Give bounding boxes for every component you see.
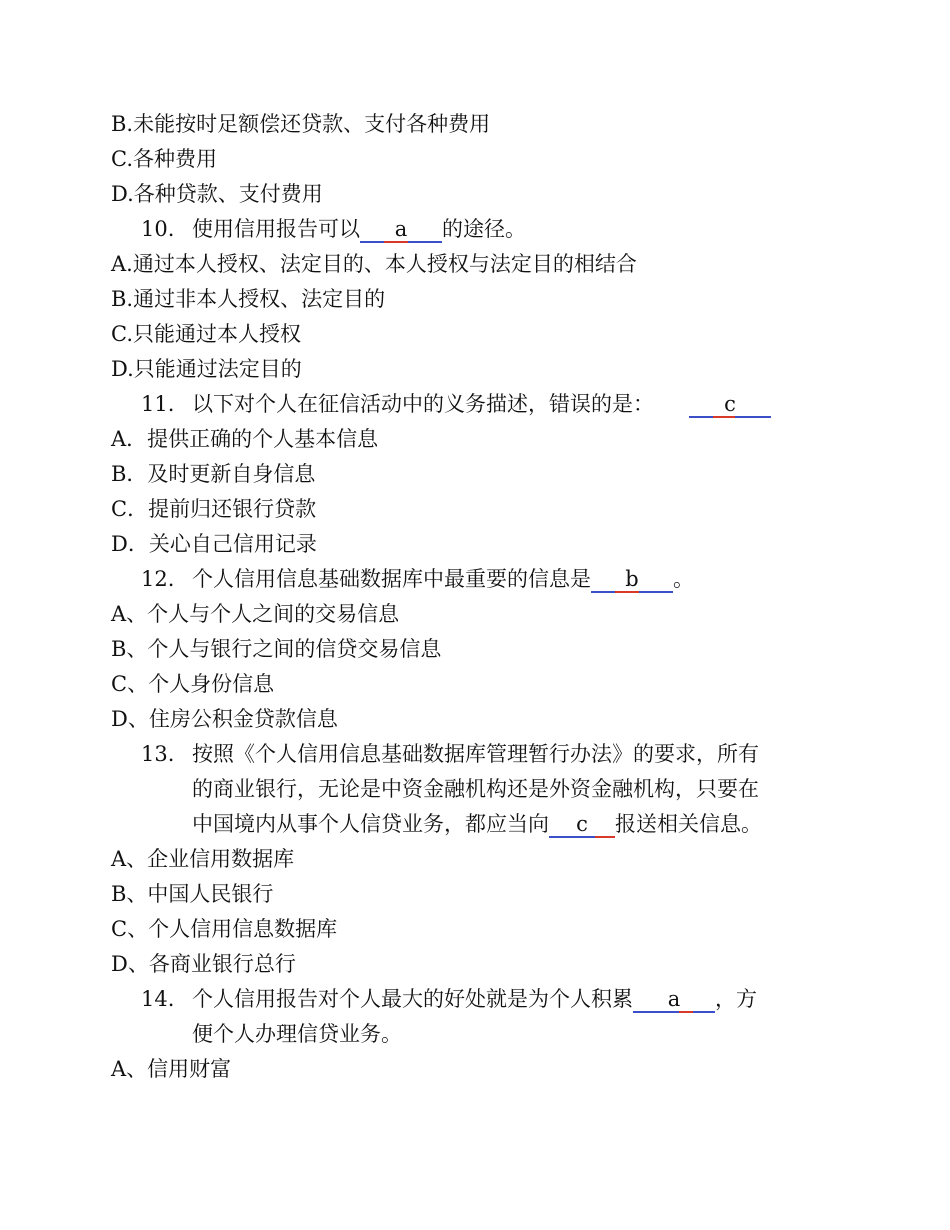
question-stem: 个人信用信息基础数据库中最重要的信息是 xyxy=(192,567,591,591)
question-number-14: 14. xyxy=(141,987,175,1011)
option-c-q11: C．提前归还银行贷款 xyxy=(111,497,317,521)
answer-blank xyxy=(549,809,615,839)
option-b-q9: B.未能按时足额偿还贷款、支付各种费用 xyxy=(111,112,491,136)
question-stem-tail: 。 xyxy=(673,567,694,591)
answer-letter: c xyxy=(576,812,588,836)
answer-blank xyxy=(633,984,715,1014)
question-number-11: 11. xyxy=(141,392,175,416)
answer-blank xyxy=(360,214,442,244)
question-text-13-line-2: 的商业银行，无论是中资金融机构还是外资金融机构，只要在 xyxy=(192,777,759,801)
option-d-q13: D、各商业银行总行 xyxy=(111,952,296,976)
question-text-14-line-1 xyxy=(192,984,757,1014)
answer-letter: a xyxy=(667,987,681,1011)
question-text-12 xyxy=(192,564,694,594)
option-c-q9: C.各种费用 xyxy=(111,147,217,171)
question-text-10 xyxy=(192,214,526,244)
option-a-q10: A.通过本人授权、法定目的、本人授权与法定目的相结合 xyxy=(111,252,637,276)
question-text-13-line-1: 按照《个人信用信息基础数据库管理暂行办法》的要求，所有 xyxy=(192,742,759,766)
question-text-14-line-2: 便个人办理信贷业务。 xyxy=(192,1022,402,1046)
question-number-10: 10. xyxy=(141,217,175,241)
option-c-q12: C、个人身份信息 xyxy=(111,672,275,696)
answer-letter: c xyxy=(724,392,736,416)
option-b-q13: B、中国人民银行 xyxy=(111,882,274,906)
question-stem: 中国境内从事个人信贷业务，都应当向 xyxy=(192,812,549,836)
option-d-q10: D.只能通过法定目的 xyxy=(111,357,302,381)
question-text-13-line-3 xyxy=(192,809,762,839)
option-a-q14: A、信用财富 xyxy=(111,1057,232,1081)
option-a-q12: A、个人与个人之间的交易信息 xyxy=(111,602,400,626)
question-stem: 使用信用报告可以 xyxy=(192,217,360,241)
question-number-13: 13. xyxy=(141,742,175,766)
option-a-q13: A、企业信用数据库 xyxy=(111,847,295,871)
question-stem: 以下对个人在征信活动中的义务描述，错误的是： xyxy=(192,392,654,416)
question-stem-tail: 报送相关信息。 xyxy=(615,812,762,836)
question-stem-tail: ，方 xyxy=(715,987,757,1011)
answer-blank xyxy=(591,564,673,594)
option-d-q12: D、住房公积金贷款信息 xyxy=(111,707,338,731)
option-c-q13: C、个人信用信息数据库 xyxy=(111,917,338,941)
option-b-q11: B．及时更新自身信息 xyxy=(111,462,316,486)
option-a-q11: A．提供正确的个人基本信息 xyxy=(111,427,379,451)
answer-letter: a xyxy=(394,217,408,241)
option-d-q11: D．关心自己信用记录 xyxy=(111,532,317,556)
answer-blank xyxy=(689,389,771,419)
question-stem: 个人信用报告对个人最大的好处就是为个人积累 xyxy=(192,987,633,1011)
question-number-12: 12. xyxy=(141,567,175,591)
option-b-q10: B.通过非本人授权、法定目的 xyxy=(111,287,386,311)
option-d-q9: D.各种贷款、支付费用 xyxy=(111,182,323,206)
answer-letter: b xyxy=(625,567,639,591)
question-text-11 xyxy=(192,389,771,419)
option-b-q12: B、个人与银行之间的信贷交易信息 xyxy=(111,637,442,661)
option-c-q10: C.只能通过本人授权 xyxy=(111,322,301,346)
question-stem-tail: 的途径。 xyxy=(442,217,526,241)
